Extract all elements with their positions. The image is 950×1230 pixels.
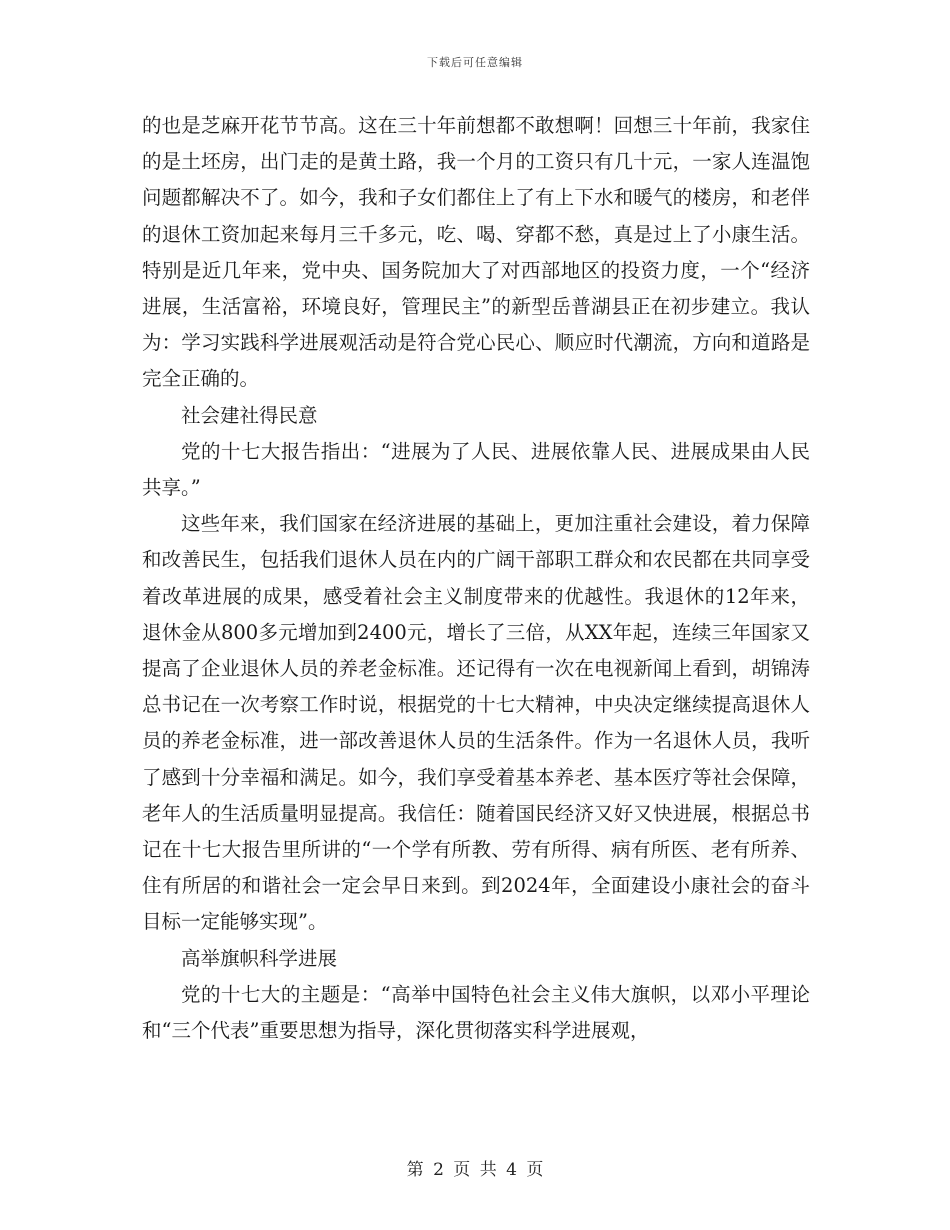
document-body [142,108,810,1049]
paragraph: 的也是芝麻开花节节高。这在三十年前想都不敢想啊！回想三十年前，我家住的是土坯房，出门走的是黄土路，我一个月的工资只有几十元，一家人连温饱问题都解决不了。如今，我和子女们都住上了有上下水和暖气的楼房，和老伴的退休工资加起来每月三千多元，吃、喝、穿都不愁，真是过上了小康生活。特别是近几年来，党中央、国务院加大了对西部地区的投资力度，一个“经济进展，生活富裕，环境良好，管理民主”的新型岳普湖县正在初步建立。我认为：学习实践科学进展观活动是符合党心民心、顺应时代潮流，方向和道路是完全正确的。 [142,114,810,391]
paragraph: 党的十七大报告指出：“进展为了人民、进展依靠人民、进展成果由人民共享。” [142,439,810,500]
section-heading: 社会建社得民意 [181,403,318,427]
page-footer: 第 2 页 共 4 页 [406,1160,544,1180]
paragraph: 这些年来，我们国家在经济进展的基础上，更加注重社会建设，着力保障和改善民生，包括我们退休人员在内的广阔干部职工群众和农民都在共同享受着改革进展的成果，感受着社会主义制度带来的优越性。我退休的12年来，退休金从800多元增加到2400元，增长了三倍，从XX年起，连续三年国家又提高了企业退休人员的养老金标准。还记得有一次在电视新闻上看到，胡锦涛总书记在一次考察工作时说，根据党的十七大精神，中央决定继续提高退休人员的养老金标准，进一部改善退休人员的生活条件。作为一名退休人员，我听了感到十分幸福和满足。如今，我们享受着基本养老、基本医疗等社会保障，老年人的生活质量明显提高。我信任：随着国民经济又好又快进展，根据总书记在十七大报告里所讲的“一个学有所教、劳有所得、病有所医、老有所养、住有所居的和谐社会一定会早日来到。到2024年，全面建设小康社会的奋斗目标一定能够实现”。 [142,512,810,934]
paragraph: 党的十七大的主题是：“高举中国特色社会主义伟大旗帜，以邓小平理论和“三个代表”重要思想为指导，深化贯彻落实科学进展观， [142,982,810,1043]
page-header: 下载后可任意编辑 [427,56,523,69]
section-heading: 高举旗帜科学进展 [181,946,338,970]
